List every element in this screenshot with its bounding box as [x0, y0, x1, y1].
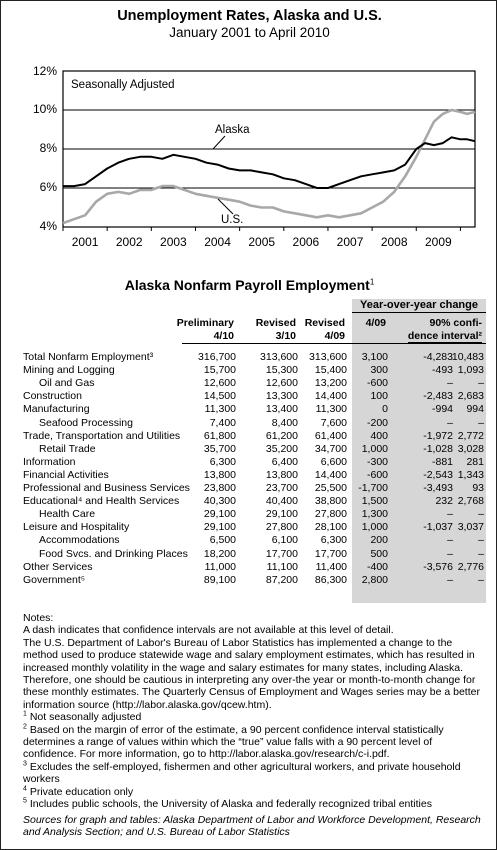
cell-revised-1: 87,200: [265, 573, 298, 586]
footnote-1: $^1$ Not seasonally adjusted: [23, 710, 142, 724]
cell-revised-2: 313,600: [309, 351, 347, 363]
cell-ci-low: –: [447, 534, 453, 547]
cell-ci-high: 2,772: [457, 429, 484, 442]
y-tick-label: 6%: [39, 180, 57, 194]
cell-ci-low: –: [447, 416, 453, 429]
cell-revised-1: 61,200: [265, 429, 298, 442]
x-tick-label: 2004: [204, 235, 231, 249]
cell-revised-2: 11,400: [315, 560, 347, 573]
cell-ci-high: –: [478, 573, 484, 586]
y-tick-label: 8%: [39, 141, 57, 155]
table-row: [1, 508, 497, 520]
table-row: [1, 456, 497, 468]
cell-revised-1: 23,700: [265, 482, 298, 494]
row-label: Professional and Business Services: [23, 482, 190, 494]
x-tick-label: 2003: [160, 235, 187, 249]
cell-yoy-change: 1,300: [361, 508, 388, 521]
cell-preliminary: 29,100: [203, 508, 236, 521]
chart-title: Unemployment Rates, Alaska and U.S.: [117, 8, 382, 24]
cell-yoy-change: 1,000: [361, 521, 388, 534]
note-bls: The U.S. Department of Labor's Bureau of Labor Statistics has implemented a change to the method used to produce statewide wage and salary employment estimates, which has resulted in increased monthly volatility in the wage and salary estimates for many states, including Alaska. Therefore, one should be cautious in interpreting any over-the year or month-to-month change for these monthly estimates. The Quarterly Census of Employment and Wages series may be a better information source (http://labor.alaska.gov/qcew.htm).: [23, 636, 480, 711]
cell-revised-2: 15,400: [314, 364, 347, 377]
cell-preliminary: 14,500: [203, 390, 236, 403]
table-row: [1, 561, 497, 573]
us-series-label: U.S.: [221, 214, 244, 226]
cell-yoy-change: 0: [382, 403, 388, 416]
cell-ci-high: 93: [472, 482, 484, 494]
cell-preliminary: 23,800: [203, 482, 236, 494]
cell-ci-low: -1,037: [423, 521, 453, 534]
cell-preliminary: 18,200: [203, 547, 236, 560]
cell-ci-low: -1,028: [423, 442, 453, 455]
header-confidence-interval: 90% confi- dence interval²: [407, 317, 482, 342]
cell-ci-high: 994: [466, 403, 484, 416]
cell-ci-low: –: [447, 573, 453, 586]
cell-revised-1: 35,200: [265, 442, 298, 455]
table-row: [1, 482, 497, 494]
cell-preliminary: 35,700: [203, 442, 236, 455]
row-label: Health Care: [39, 508, 96, 521]
cell-revised-2: 25,500: [314, 482, 347, 494]
y-tick-label: 4%: [39, 219, 57, 233]
cell-revised-1: 27,800: [265, 521, 298, 534]
chart-subtitle: January 2001 to April 2010: [169, 25, 330, 40]
footnote-5: $^5$ Includes public schools, the University of Alaska and federally recognized tribal entities: [23, 797, 432, 811]
cell-ci-low: 232: [435, 495, 453, 508]
y-tick-label: 10%: [32, 102, 57, 116]
header-revised-1: Revised 3/10: [255, 317, 296, 342]
table-row: [1, 495, 497, 507]
cell-yoy-change: 3,100: [361, 351, 388, 363]
cell-revised-1: 15,300: [265, 364, 298, 377]
header-preliminary: Preliminary 4/10: [176, 317, 234, 342]
cell-ci-high: 10,483: [451, 351, 484, 363]
cell-ci-low: -1,972: [423, 429, 453, 442]
row-label: Oil and Gas: [39, 377, 95, 390]
cell-revised-1: 313,600: [260, 351, 298, 363]
cell-ci-high: 2,768: [457, 495, 484, 508]
cell-revised-1: 13,300: [265, 390, 298, 403]
cell-preliminary: 11,300: [204, 403, 236, 416]
cell-preliminary: 13,800: [203, 468, 236, 481]
cell-revised-1: 6,100: [271, 534, 298, 547]
cell-ci-high: 1,093: [457, 364, 484, 377]
cell-ci-high: 3,028: [457, 442, 484, 455]
cell-revised-2: 11,300: [315, 403, 347, 416]
x-tick-label: 2006: [292, 235, 320, 249]
cell-ci-high: –: [478, 547, 484, 560]
cell-preliminary: 12,600: [203, 377, 236, 390]
cell-revised-1: 13,400: [265, 403, 298, 416]
cell-yoy-change: 300: [370, 364, 388, 377]
cell-revised-2: 86,300: [314, 573, 347, 586]
cell-revised-1: 8,400: [271, 416, 298, 429]
row-label: Educational⁴ and Health Services: [23, 495, 180, 508]
cell-ci-low: -2,483: [423, 390, 453, 403]
cell-ci-low: –: [447, 377, 453, 390]
cell-yoy-change: -200: [366, 416, 388, 429]
x-tick-label: 2005: [248, 235, 276, 249]
cell-yoy-change: -1,700: [358, 482, 388, 494]
cell-ci-high: 3,037: [457, 521, 484, 534]
cell-preliminary: 6,500: [209, 534, 236, 547]
cell-revised-2: 27,800: [314, 508, 347, 521]
row-label: Total Nonfarm Employment³: [23, 351, 154, 363]
row-label: Accommodations: [39, 534, 120, 547]
header-rule: [182, 343, 486, 344]
alaska-series-label: Alaska: [215, 124, 250, 136]
alaska-label-pointer: [213, 136, 225, 149]
footnote-4: $^4$ Private education only: [23, 785, 134, 798]
unemployment-chart: [1, 1, 497, 271]
table-row: [1, 403, 497, 415]
seasonally-adjusted-note: Seasonally Adjusted: [71, 79, 175, 91]
cell-preliminary: 89,100: [203, 573, 236, 586]
cell-yoy-change: -600: [366, 377, 388, 390]
cell-preliminary: 40,300: [203, 495, 236, 508]
cell-yoy-change: -400: [366, 560, 388, 573]
table-row: [1, 417, 497, 429]
table-title: Alaska Nonfarm Payroll Employment$^1$: [124, 277, 375, 293]
row-label: Food Svcs. and Drinking Places: [39, 547, 188, 560]
cell-ci-high: –: [478, 416, 484, 429]
cell-revised-2: 6,300: [320, 534, 347, 547]
notes-heading: Notes:: [23, 612, 54, 624]
cell-revised-1: 13,800: [265, 468, 298, 481]
x-tick-label: 2001: [71, 235, 99, 249]
table-row: [1, 521, 497, 533]
table-row: [1, 390, 497, 402]
cell-yoy-change: -300: [366, 455, 388, 468]
us-series-line: [63, 110, 475, 223]
cell-revised-2: 34,700: [314, 442, 347, 455]
cell-yoy-change: 200: [370, 534, 388, 547]
table-row: [1, 364, 497, 376]
cell-revised-2: 13,200: [314, 377, 347, 390]
table-row: [1, 534, 497, 546]
table-row: [1, 430, 497, 442]
cell-revised-2: 14,400: [314, 468, 347, 481]
cell-yoy-change: 1,500: [361, 495, 388, 508]
cell-ci-low: –: [447, 547, 453, 560]
cell-ci-high: 281: [466, 455, 484, 468]
table-row: [1, 469, 497, 481]
note-dash: A dash indicates that confidence intervals are not available at this level of detail.: [23, 624, 394, 637]
cell-ci-low: -2,543: [423, 468, 453, 481]
row-label: Trade, Transportation and Utilities: [23, 429, 181, 442]
cell-yoy-change: 400: [370, 429, 388, 442]
cell-yoy-change: 2,800: [361, 573, 388, 586]
table-row: [1, 377, 497, 389]
cell-yoy-change: 100: [370, 390, 388, 403]
cell-preliminary: 15,700: [203, 364, 236, 377]
cell-ci-low: -4,283: [423, 351, 453, 363]
table-row: [1, 351, 497, 363]
cell-yoy-change: -600: [366, 468, 388, 481]
row-label: Manufacturing: [23, 403, 90, 416]
cell-ci-low: -493: [431, 364, 453, 377]
cell-yoy-change: 1,000: [361, 442, 388, 455]
cell-ci-high: –: [478, 377, 484, 390]
cell-preliminary: 11,000: [204, 560, 236, 573]
cell-preliminary: 61,800: [203, 429, 236, 442]
cell-ci-high: –: [478, 534, 484, 547]
x-tick-label: 2009: [424, 235, 452, 249]
row-label: Seafood Processing: [39, 416, 133, 429]
row-label: Information: [23, 455, 76, 468]
cell-ci-high: 1,343: [457, 468, 484, 481]
cell-revised-2: 61,400: [314, 429, 347, 442]
table-row: [1, 574, 497, 586]
cell-ci-high: 2,776: [457, 560, 484, 573]
notes-block: [23, 612, 483, 838]
row-label: Mining and Logging: [23, 364, 115, 377]
yoy-header: Year-over-year change: [352, 299, 486, 313]
cell-ci-high: 2,683: [457, 390, 484, 403]
y-tick-label: 12%: [32, 64, 57, 78]
cell-revised-2: 17,700: [314, 547, 347, 560]
cell-revised-1: 6,400: [271, 455, 298, 468]
cell-ci-low: –: [447, 508, 453, 521]
row-label: Financial Activities: [23, 468, 109, 481]
x-tick-label: 2008: [380, 235, 408, 249]
cell-revised-2: 6,600: [320, 455, 347, 468]
cell-preliminary: 316,700: [198, 351, 236, 363]
header-yoy-change: 4/09: [365, 317, 386, 329]
cell-ci-low: -3,576: [423, 560, 453, 573]
footnote-2: $^2$ Based on the margin of error of the estimate, a 90 percent confidence interval statistically determines a range of values within which the “true” value falls with a 90 percent level of confidence. For more information, go to http://labor.alaska.gov/research/c-i.pdf.: [23, 723, 444, 761]
table-row: [1, 548, 497, 560]
cell-ci-high: –: [478, 508, 484, 521]
row-label: Retail Trade: [39, 442, 96, 455]
row-label: Government⁵: [23, 573, 86, 586]
cell-ci-low: -3,493: [423, 482, 453, 494]
cell-revised-2: 28,100: [314, 521, 347, 534]
cell-revised-1: 17,700: [265, 547, 298, 560]
cell-revised-1: 40,400: [265, 495, 298, 508]
footnote-3: $^3$ Excludes the self-employed, fishermen and other agricultural workers, and private household workers: [23, 760, 461, 786]
sources-note: Sources for graph and tables: Alaska Department of Labor and Workforce Development, Research and Analysis Section; and U.S. Bureau of Labor Statistics: [23, 813, 481, 838]
cell-preliminary: 7,400: [209, 416, 236, 429]
cell-preliminary: 6,300: [209, 455, 236, 468]
cell-revised-1: 29,100: [265, 508, 298, 521]
cell-ci-low: -994: [431, 403, 453, 416]
row-label: Construction: [23, 390, 82, 403]
cell-revised-2: 7,600: [320, 416, 347, 429]
table-row: [1, 443, 497, 455]
row-label: Leisure and Hospitality: [23, 521, 130, 534]
cell-revised-2: 38,800: [314, 495, 347, 508]
cell-revised-1: 11,100: [266, 560, 298, 573]
x-tick-label: 2002: [115, 235, 143, 249]
cell-ci-low: -881: [431, 455, 453, 468]
cell-revised-1: 12,600: [265, 377, 298, 390]
row-label: Other Services: [23, 560, 93, 573]
x-tick-label: 2007: [336, 235, 364, 249]
cell-yoy-change: 500: [370, 547, 388, 560]
header-revised-2: Revised 4/09: [304, 317, 345, 342]
cell-preliminary: 29,100: [203, 521, 236, 534]
cell-revised-2: 14,400: [314, 390, 347, 403]
